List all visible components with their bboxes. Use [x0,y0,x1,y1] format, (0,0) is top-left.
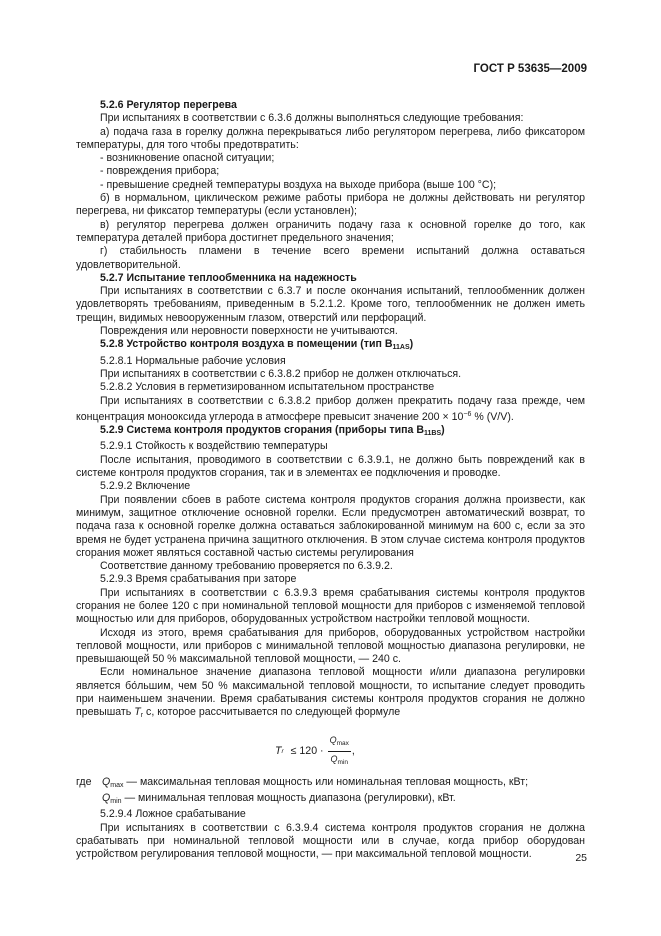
denominator-var: Q [330,753,338,764]
variable: T [134,706,141,719]
paragraph: б) в нормальном, циклическом режиме работы прибора не должны действовать ни регулятор перегрева, ни фиксатор температуры (если установлен); [76,192,585,218]
paragraph: После испытания, проводимого в соответствии с 6.3.9.1, не должно быть повреждений как в системе контроля продуктов сгорания, так и в элементах ее подключения и проводке. [76,453,585,480]
formula-lhs-subscript: r [281,747,284,755]
list-item: - превышение средней температуры воздуха на выходе прибора (выше 100 °С); [100,178,497,191]
subsection-title: 5.2.9.2 Включение [100,480,191,493]
heading-subscript: 11AS [392,344,410,352]
list-item: - повреждения прибора; [100,165,220,178]
paragraph: Соответствие данному требованию проверяется по 6.3.9.2. [100,560,393,573]
list-item: - возникновение опасной ситуации; [100,152,275,165]
legend-var: Q [102,791,111,804]
formula-tail: , [351,744,355,757]
heading-text: 5.2.9 Система контроля продуктов сгорания (приборы типа B [100,424,425,437]
subsection-title: 5.2.9.1 Стойкость к воздействию температуры [100,440,328,453]
numerator-subscript: max [336,739,349,747]
numerator-var: Q [329,734,337,745]
formula-denominator [328,752,350,769]
subsection-title: 5.2.8.1 Нормальные рабочие условия [100,354,286,367]
heading-text: 5.2.8 Устройство контроля воздуха в помещении (тип B [100,338,393,351]
paragraph: При появлении сбоев в работе система контроля продуктов сгорания должна произвести, как минимум, защитное отключение основной горелки. Если предусмотрен автоматический возврат, то подача газа к основной горелке должна оставаться заблокированной минимум на 600 с, если за это время не будет устранена причина защитного отключения. В этом случае система контроля продуктов сгорания может являться составной частью системы регулирования [76,493,585,559]
heading-subscript: 11BS [424,430,442,438]
document-header: ГОСТ Р 53635—2009 [473,63,587,75]
paragraph: При испытаниях в соответствии с 6.3.9.4 система контроля продуктов сгорания не должна срабатывать при номинальной тепловой мощности или в случае, когда прибор оборудован устройством регулирования тепловой мощности, — при максимальной тепловой мощности. [76,821,585,861]
legend-var: Q [102,775,111,788]
legend-var-subscript: min [110,797,122,805]
paragraph: При испытаниях в соответствии с 6.3.6 должны выполняться следующие требования: [100,112,524,125]
formula-lhs: T [275,744,282,757]
formula-expression [275,734,355,770]
variable-subscript: r [140,712,144,720]
paragraph: г) стабильность пламени в течение всего времени испытаний должна оставаться удовлетворительной. [76,245,585,271]
where-label: где [76,775,92,788]
heading-end: ) [441,424,445,437]
text: с, которое рассчитывается по следующей формуле [143,706,401,719]
legend-definition [102,776,585,792]
paragraph: в) регулятор перегрева должен ограничить подачу газа к основной горелке до того, как температура деталей прибора достигнет предельного значения; [76,218,585,244]
section-heading-5-2-7: 5.2.7 Испытание теплообменника на надежность [100,271,357,284]
paragraph [76,395,585,425]
formula-relation: ≤ 120 · [290,744,324,757]
paragraph: При испытаниях в соответствии с 6.3.9.3 время срабатывания системы контроля продуктов сгорания не более 120 с при номинальной тепловой мощности для приборов с изменяемой тепловой мощностью или для приборов, оборудованных устройством настройки тепловой мощности. [76,586,585,626]
section-heading-5-2-9 [76,424,585,440]
text: Если номинальное значение диапазона тепловой мощности и/или диапазона регулировки является бо́льшим, чем 50 % максимальной тепловой мощности, то испытание следует проводить при наименьшем значении. Время срабатывания системы контроля продуктов сгорания не должно превышать [76,666,585,719]
paragraph: При испытаниях в соответствии с 6.3.8.2 прибор не должен отключаться. [100,367,462,380]
formula [76,730,585,770]
section-heading-5-2-8 [76,338,585,354]
text: При испытаниях в соответствии с 6.3.8.2 прибор должен прекратить подачу газа прежде, чем концентрация монооксида углерода в атмосфере превысит значение 200 × 10 [76,394,585,423]
subsection-title: 5.2.9.4 Ложное срабатывание [100,808,246,821]
legend-text: — максимальная тепловая мощность или номинальная тепловая мощность, кВт; [123,775,529,788]
paragraph: При испытаниях в соответствии с 6.3.7 и после окончания испытаний, теплообменник должен удовлетворять требованиям, приведенным в 5.2.1.2. Кроме того, теплообменник не должен иметь трещин, видимых невооруженным глазом, отверстий или перфораций. [76,285,585,324]
formula-legend-row [76,776,585,792]
legend-var-subscript: max [110,781,124,789]
legend-text: — минимальная тепловая мощность диапазона (регулировки), кВт. [121,791,456,804]
formula-numerator [328,734,351,752]
formula-legend-row [76,792,585,808]
paragraph: Исходя из этого, время срабатывания для приборов, оборудованных устройством настройки тепловой мощности, или приборов с минимальной тепловой мощностью диапазона регулировки, не превышающей 50 % максимальной тепловой мощности, — 240 с. [76,626,585,666]
heading-end: ) [409,338,414,351]
subsection-title: 5.2.8.2 Условия в герметизированном испытательном пространстве [100,381,435,394]
superscript: −6 [463,410,472,418]
text: % (V/V). [471,410,514,423]
paragraph: а) подача газа в горелку должна перекрываться либо регулятором перегрева, либо фиксатором температуры, для того чтобы предотвратить: [76,125,585,151]
document-body [76,99,585,861]
paragraph: Повреждения или неровности поверхности не учитываются. [100,325,398,338]
page-number: 25 [575,852,587,864]
denominator-subscript: min [337,758,348,766]
paragraph [76,666,585,722]
subsection-title: 5.2.9.3 Время срабатывания при заторе [100,573,297,586]
section-heading-5-2-6: 5.2.6 Регулятор перегрева [100,99,237,111]
formula-fraction [328,734,351,770]
